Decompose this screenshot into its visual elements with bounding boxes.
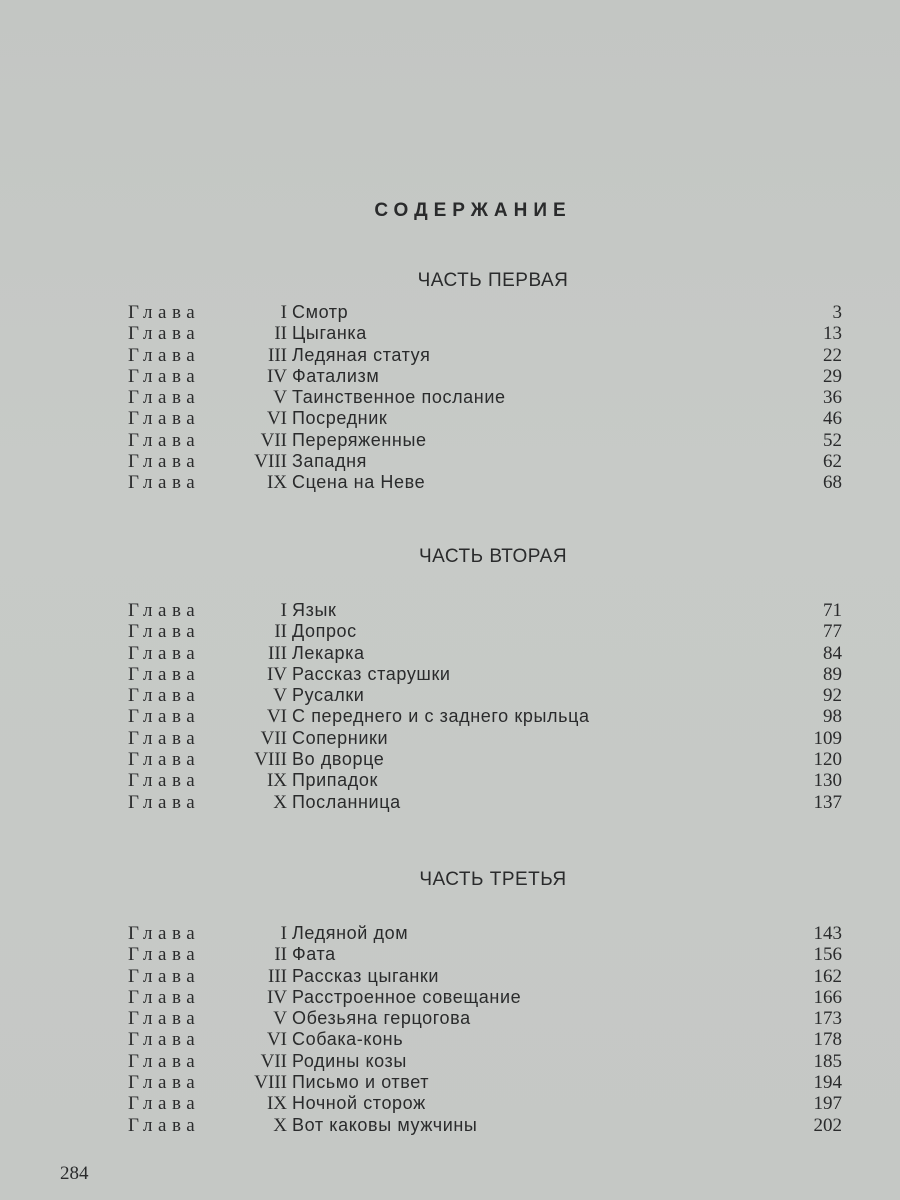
chapter-title: Западня — [292, 451, 368, 472]
page-number: 284 — [60, 1163, 89, 1184]
toc-entry — [0, 451, 900, 472]
chapter-page: 22 — [823, 344, 842, 366]
toc-entry — [0, 366, 900, 387]
chapter-title: Посредник — [292, 408, 388, 429]
chapter-title: Язык — [292, 600, 337, 620]
toc-entry — [0, 621, 900, 642]
chapter-number: IV — [266, 365, 287, 387]
chapter-page: 166 — [813, 986, 842, 1008]
chapter-number: IV — [266, 663, 287, 685]
toc-entry — [0, 387, 900, 408]
chapter-label: Глава — [128, 663, 201, 685]
chapter-number: I — [280, 923, 287, 944]
chapter-label: Глава — [128, 302, 201, 323]
chapter-label: Глава — [128, 986, 201, 1008]
chapter-number: IX — [266, 472, 287, 494]
chapter-label: Глава — [128, 1072, 201, 1094]
toc-entry — [0, 987, 900, 1008]
chapter-number: VI — [266, 408, 287, 430]
toc-entry — [0, 408, 900, 429]
chapter-title: Во дворце — [292, 749, 385, 770]
toc-entry — [0, 345, 900, 366]
chapter-page: 178 — [813, 1029, 842, 1051]
chapter-page: 162 — [813, 965, 842, 987]
chapter-title: Обезьяна герцогова — [292, 1008, 471, 1029]
chapter-title: Смотр — [292, 302, 349, 322]
chapter-title: Ночной сторож — [292, 1093, 426, 1114]
chapter-label: Глава — [128, 387, 201, 409]
chapter-number: VI — [266, 706, 287, 728]
chapter-label: Глава — [128, 344, 201, 366]
part-2-chapter-list — [0, 600, 900, 813]
chapter-label: Глава — [128, 323, 201, 345]
chapter-label: Глава — [128, 621, 201, 643]
chapter-label: Глава — [128, 451, 201, 473]
toc-entry — [0, 430, 900, 451]
chapter-number: VIII — [254, 451, 287, 473]
chapter-title: С переднего и с заднего крыльца — [292, 706, 590, 727]
chapter-number: VII — [260, 429, 287, 451]
chapter-label: Глава — [128, 1029, 201, 1051]
chapter-number: III — [268, 344, 287, 366]
chapter-number: X — [273, 1114, 287, 1136]
chapter-title: Фата — [292, 944, 336, 965]
chapter-label: Глава — [128, 770, 201, 792]
chapter-number: II — [274, 323, 287, 345]
chapter-number: VII — [260, 727, 287, 749]
chapter-number: VIII — [254, 1072, 287, 1094]
toc-entry — [0, 1072, 900, 1093]
chapter-page: 109 — [813, 727, 842, 749]
chapter-number: IX — [266, 770, 287, 792]
chapter-page: 84 — [823, 642, 842, 664]
toc-entry — [0, 792, 900, 813]
chapter-label: Глава — [128, 749, 201, 771]
chapter-number: IX — [266, 1093, 287, 1115]
chapter-label: Глава — [128, 365, 201, 387]
toc-entry — [0, 643, 900, 664]
toc-entry — [0, 1051, 900, 1072]
chapter-page: 130 — [813, 770, 842, 792]
chapter-title: Ледяная статуя — [292, 344, 431, 365]
chapter-title: Припадок — [292, 770, 378, 791]
chapter-title: Родины козы — [292, 1050, 407, 1071]
chapter-title: Лекарка — [292, 642, 365, 663]
chapter-title: Соперники — [292, 727, 389, 748]
chapter-title: Письмо и ответ — [292, 1072, 430, 1093]
toc-entry — [0, 600, 900, 621]
chapter-page: 89 — [823, 663, 842, 685]
chapter-title: Посланница — [292, 791, 401, 812]
chapter-label: Глава — [128, 1093, 201, 1115]
toc-entry — [0, 664, 900, 685]
chapter-page: 92 — [823, 685, 842, 707]
chapter-page: 77 — [823, 621, 842, 643]
chapter-title: Переряженные — [292, 429, 427, 450]
chapter-number: V — [273, 387, 287, 409]
toc-entry — [0, 944, 900, 965]
chapter-number: X — [273, 791, 287, 813]
chapter-label: Глава — [128, 1008, 201, 1030]
chapter-number: V — [273, 1008, 287, 1030]
chapter-page: 137 — [813, 791, 842, 813]
toc-entry — [0, 1115, 900, 1136]
toc-entry — [0, 770, 900, 791]
chapter-page: 62 — [823, 451, 842, 473]
chapter-title: Рассказ старушки — [292, 663, 451, 684]
toc-entry — [0, 923, 900, 944]
chapter-title: Фатализм — [292, 365, 380, 386]
part-heading-1: ЧАСТЬ ПЕРВАЯ — [417, 270, 569, 291]
chapter-title: Рассказ цыганки — [292, 965, 440, 986]
chapter-page: 194 — [813, 1072, 842, 1094]
toc-entry — [0, 323, 900, 344]
chapter-label: Глава — [128, 791, 201, 813]
toc-entry — [0, 728, 900, 749]
toc-entry — [0, 706, 900, 727]
chapter-page: 13 — [823, 323, 842, 345]
toc-entry — [0, 472, 900, 493]
chapter-label: Глава — [128, 472, 201, 494]
chapter-label: Глава — [128, 642, 201, 664]
chapter-number: II — [274, 621, 287, 643]
chapter-label: Глава — [128, 965, 201, 987]
chapter-label: Глава — [128, 727, 201, 749]
chapter-page: 71 — [823, 600, 842, 621]
chapter-label: Глава — [128, 706, 201, 728]
chapter-number: III — [268, 642, 287, 664]
chapter-label: Глава — [128, 1050, 201, 1072]
chapter-page: 98 — [823, 706, 842, 728]
part-heading-3: ЧАСТЬ ТРЕТЬЯ — [419, 869, 567, 890]
chapter-number: I — [280, 302, 287, 323]
chapter-title: Допрос — [292, 621, 357, 642]
page-title: СОДЕРЖАНИЕ — [374, 200, 572, 221]
toc-entry — [0, 1029, 900, 1050]
chapter-title: Русалки — [292, 685, 365, 706]
chapter-label: Глава — [128, 1114, 201, 1136]
part-3-chapter-list — [0, 923, 900, 1136]
chapter-title: Таинственное послание — [292, 387, 506, 408]
chapter-number: VI — [266, 1029, 287, 1051]
chapter-label: Глава — [128, 944, 201, 966]
chapter-number: V — [273, 685, 287, 707]
chapter-label: Глава — [128, 600, 201, 621]
toc-entry — [0, 1008, 900, 1029]
toc-entry — [0, 749, 900, 770]
chapter-title: Вот каковы мужчины — [292, 1114, 478, 1135]
chapter-label: Глава — [128, 429, 201, 451]
chapter-page: 156 — [813, 944, 842, 966]
chapter-page: 29 — [823, 365, 842, 387]
chapter-page: 3 — [832, 302, 842, 323]
chapter-number: III — [268, 965, 287, 987]
chapter-title: Собака-конь — [292, 1029, 404, 1050]
toc-entry — [0, 966, 900, 987]
part-1-chapter-list — [0, 302, 900, 494]
chapter-number: II — [274, 944, 287, 966]
chapter-number: IV — [266, 986, 287, 1008]
toc-entry — [0, 302, 900, 323]
chapter-label: Глава — [128, 923, 201, 944]
chapter-number: VII — [260, 1050, 287, 1072]
chapter-page: 68 — [823, 472, 842, 494]
chapter-title: Ледяной дом — [292, 923, 409, 943]
chapter-page: 173 — [813, 1008, 842, 1030]
chapter-title: Расстроенное совещание — [292, 986, 522, 1007]
chapter-number: I — [280, 600, 287, 621]
chapter-page: 46 — [823, 408, 842, 430]
chapter-page: 36 — [823, 387, 842, 409]
chapter-label: Глава — [128, 408, 201, 430]
chapter-number: VIII — [254, 749, 287, 771]
chapter-title: Цыганка — [292, 323, 367, 344]
chapter-page: 202 — [813, 1114, 842, 1136]
chapter-page: 120 — [813, 749, 842, 771]
toc-entry — [0, 685, 900, 706]
chapter-page: 52 — [823, 429, 842, 451]
chapter-page: 143 — [813, 923, 842, 944]
toc-entry — [0, 1093, 900, 1114]
chapter-page: 197 — [813, 1093, 842, 1115]
chapter-page: 185 — [813, 1050, 842, 1072]
chapter-title: Сцена на Неве — [292, 472, 426, 493]
part-heading-2: ЧАСТЬ ВТОРАЯ — [418, 546, 568, 567]
chapter-label: Глава — [128, 685, 201, 707]
